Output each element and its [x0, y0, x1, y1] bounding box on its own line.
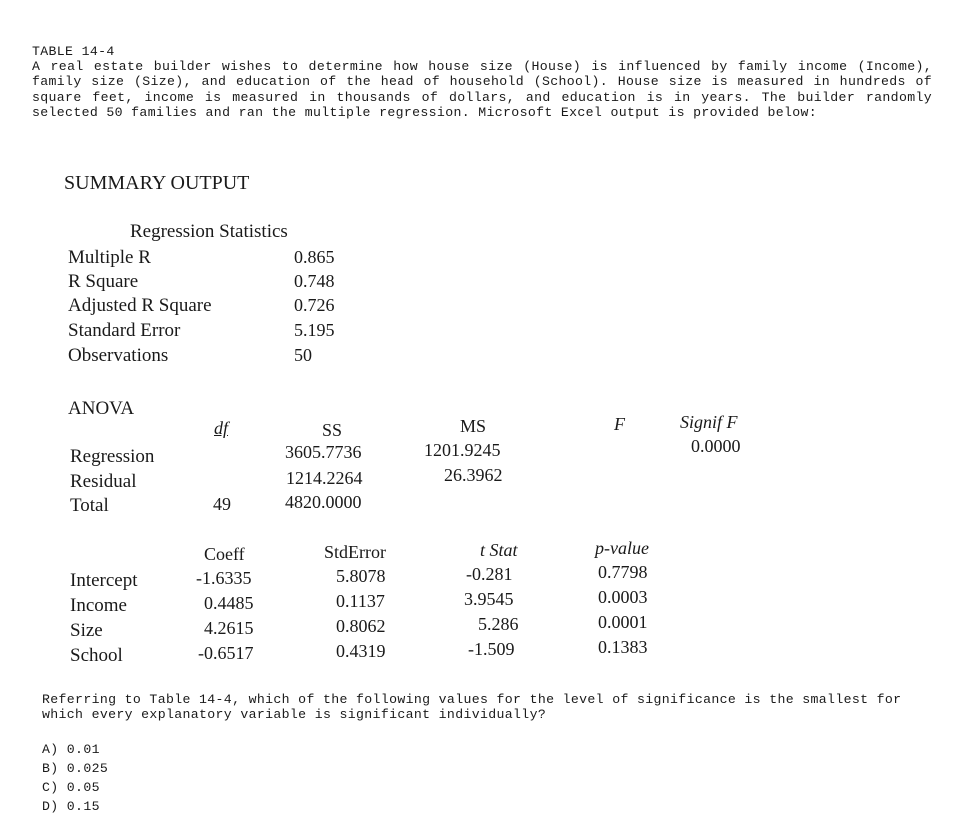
anova-header-signif-f: Signif F — [680, 412, 738, 432]
anova-title: ANOVA — [68, 398, 135, 419]
coef-intercept-coeff: -1.6335 — [196, 568, 252, 588]
coef-size-coeff: 4.2615 — [204, 618, 254, 638]
anova-header-df: df — [214, 418, 229, 438]
coef-size-pvalue: 0.0001 — [598, 612, 648, 632]
stat-label-adjusted-r-square: Adjusted R Square — [68, 295, 212, 316]
coef-header-tstat: t Stat — [480, 540, 518, 560]
coef-income-tstat: 3.9545 — [464, 589, 514, 609]
intro-paragraph: A real estate builder wishes to determine how house size (House) is influenced by family income (Income), family size (Size), and education of the head of household (School). House size is measured in hundreds of square feet, income is measured in thousands of dollars, and education is in years. The builder randomly selected 50 families and ran the multiple regression. Microsoft Excel output is provided below: — [32, 59, 932, 120]
choice-a[interactable]: A) 0.01 — [42, 742, 100, 757]
anova-row-label-total: Total — [70, 495, 109, 516]
anova-row-label-regression: Regression — [70, 446, 155, 467]
coef-size-stderror: 0.8062 — [336, 616, 386, 636]
coef-row-label-size: Size — [70, 620, 103, 641]
anova-header-f: F — [614, 414, 625, 434]
choice-c[interactable]: C) 0.05 — [42, 780, 100, 795]
coef-income-coeff: 0.4485 — [204, 593, 254, 613]
stat-value-r-square: 0.748 — [294, 271, 335, 291]
coef-header-pvalue: p-value — [595, 538, 649, 558]
coef-school-coeff: -0.6517 — [198, 643, 254, 663]
stat-label-observations: Observations — [68, 345, 169, 366]
stat-value-observations: 50 — [294, 345, 312, 365]
coef-row-label-income: Income — [70, 595, 127, 616]
stat-value-multiple-r: 0.865 — [294, 247, 335, 267]
coef-header-coeff: Coeff — [204, 544, 245, 564]
stat-label-standard-error: Standard Error — [68, 320, 181, 341]
stat-label-multiple-r: Multiple R — [68, 247, 151, 268]
choice-d[interactable]: D) 0.15 — [42, 799, 100, 814]
anova-residual-ms: 26.3962 — [444, 465, 503, 485]
choice-b[interactable]: B) 0.025 — [42, 761, 109, 776]
anova-regression-ss: 3605.7736 — [285, 442, 362, 462]
summary-output-title: SUMMARY OUTPUT — [64, 172, 250, 194]
regression-statistics-title: Regression Statistics — [130, 221, 288, 242]
anova-residual-ss: 1214.2264 — [286, 468, 363, 488]
coef-row-label-school: School — [70, 645, 123, 666]
intro-block — [32, 44, 932, 120]
stat-label-r-square: R Square — [68, 271, 139, 292]
stat-value-adjusted-r-square: 0.726 — [294, 295, 335, 315]
coef-income-stderror: 0.1137 — [336, 591, 385, 611]
anova-total-df: 49 — [213, 494, 231, 514]
coef-income-pvalue: 0.0003 — [598, 587, 648, 607]
anova-header-ss: SS — [322, 420, 343, 440]
anova-total-ss: 4820.0000 — [285, 492, 362, 512]
coef-size-tstat: 5.286 — [478, 614, 519, 634]
table-tag: TABLE 14-4 — [32, 44, 115, 59]
stat-value-standard-error: 5.195 — [294, 320, 335, 340]
coef-row-label-intercept: Intercept — [70, 570, 138, 591]
anova-regression-signif-f: 0.0000 — [691, 436, 741, 456]
anova-header-ms: MS — [460, 416, 487, 436]
coef-intercept-tstat: -0.281 — [466, 564, 513, 584]
coef-intercept-pvalue: 0.7798 — [598, 562, 648, 582]
coef-school-pvalue: 0.1383 — [598, 637, 648, 657]
coef-school-stderror: 0.4319 — [336, 641, 386, 661]
question-text: Referring to Table 14-4, which of the following values for the level of significance is the smallest for which every explanatory variable is significant individually? — [42, 692, 902, 723]
coef-header-stderror: StdError — [324, 542, 386, 562]
anova-row-label-residual: Residual — [70, 471, 137, 492]
coef-school-tstat: -1.509 — [468, 639, 515, 659]
anova-regression-ms: 1201.9245 — [424, 440, 501, 460]
coef-intercept-stderror: 5.8078 — [336, 566, 386, 586]
